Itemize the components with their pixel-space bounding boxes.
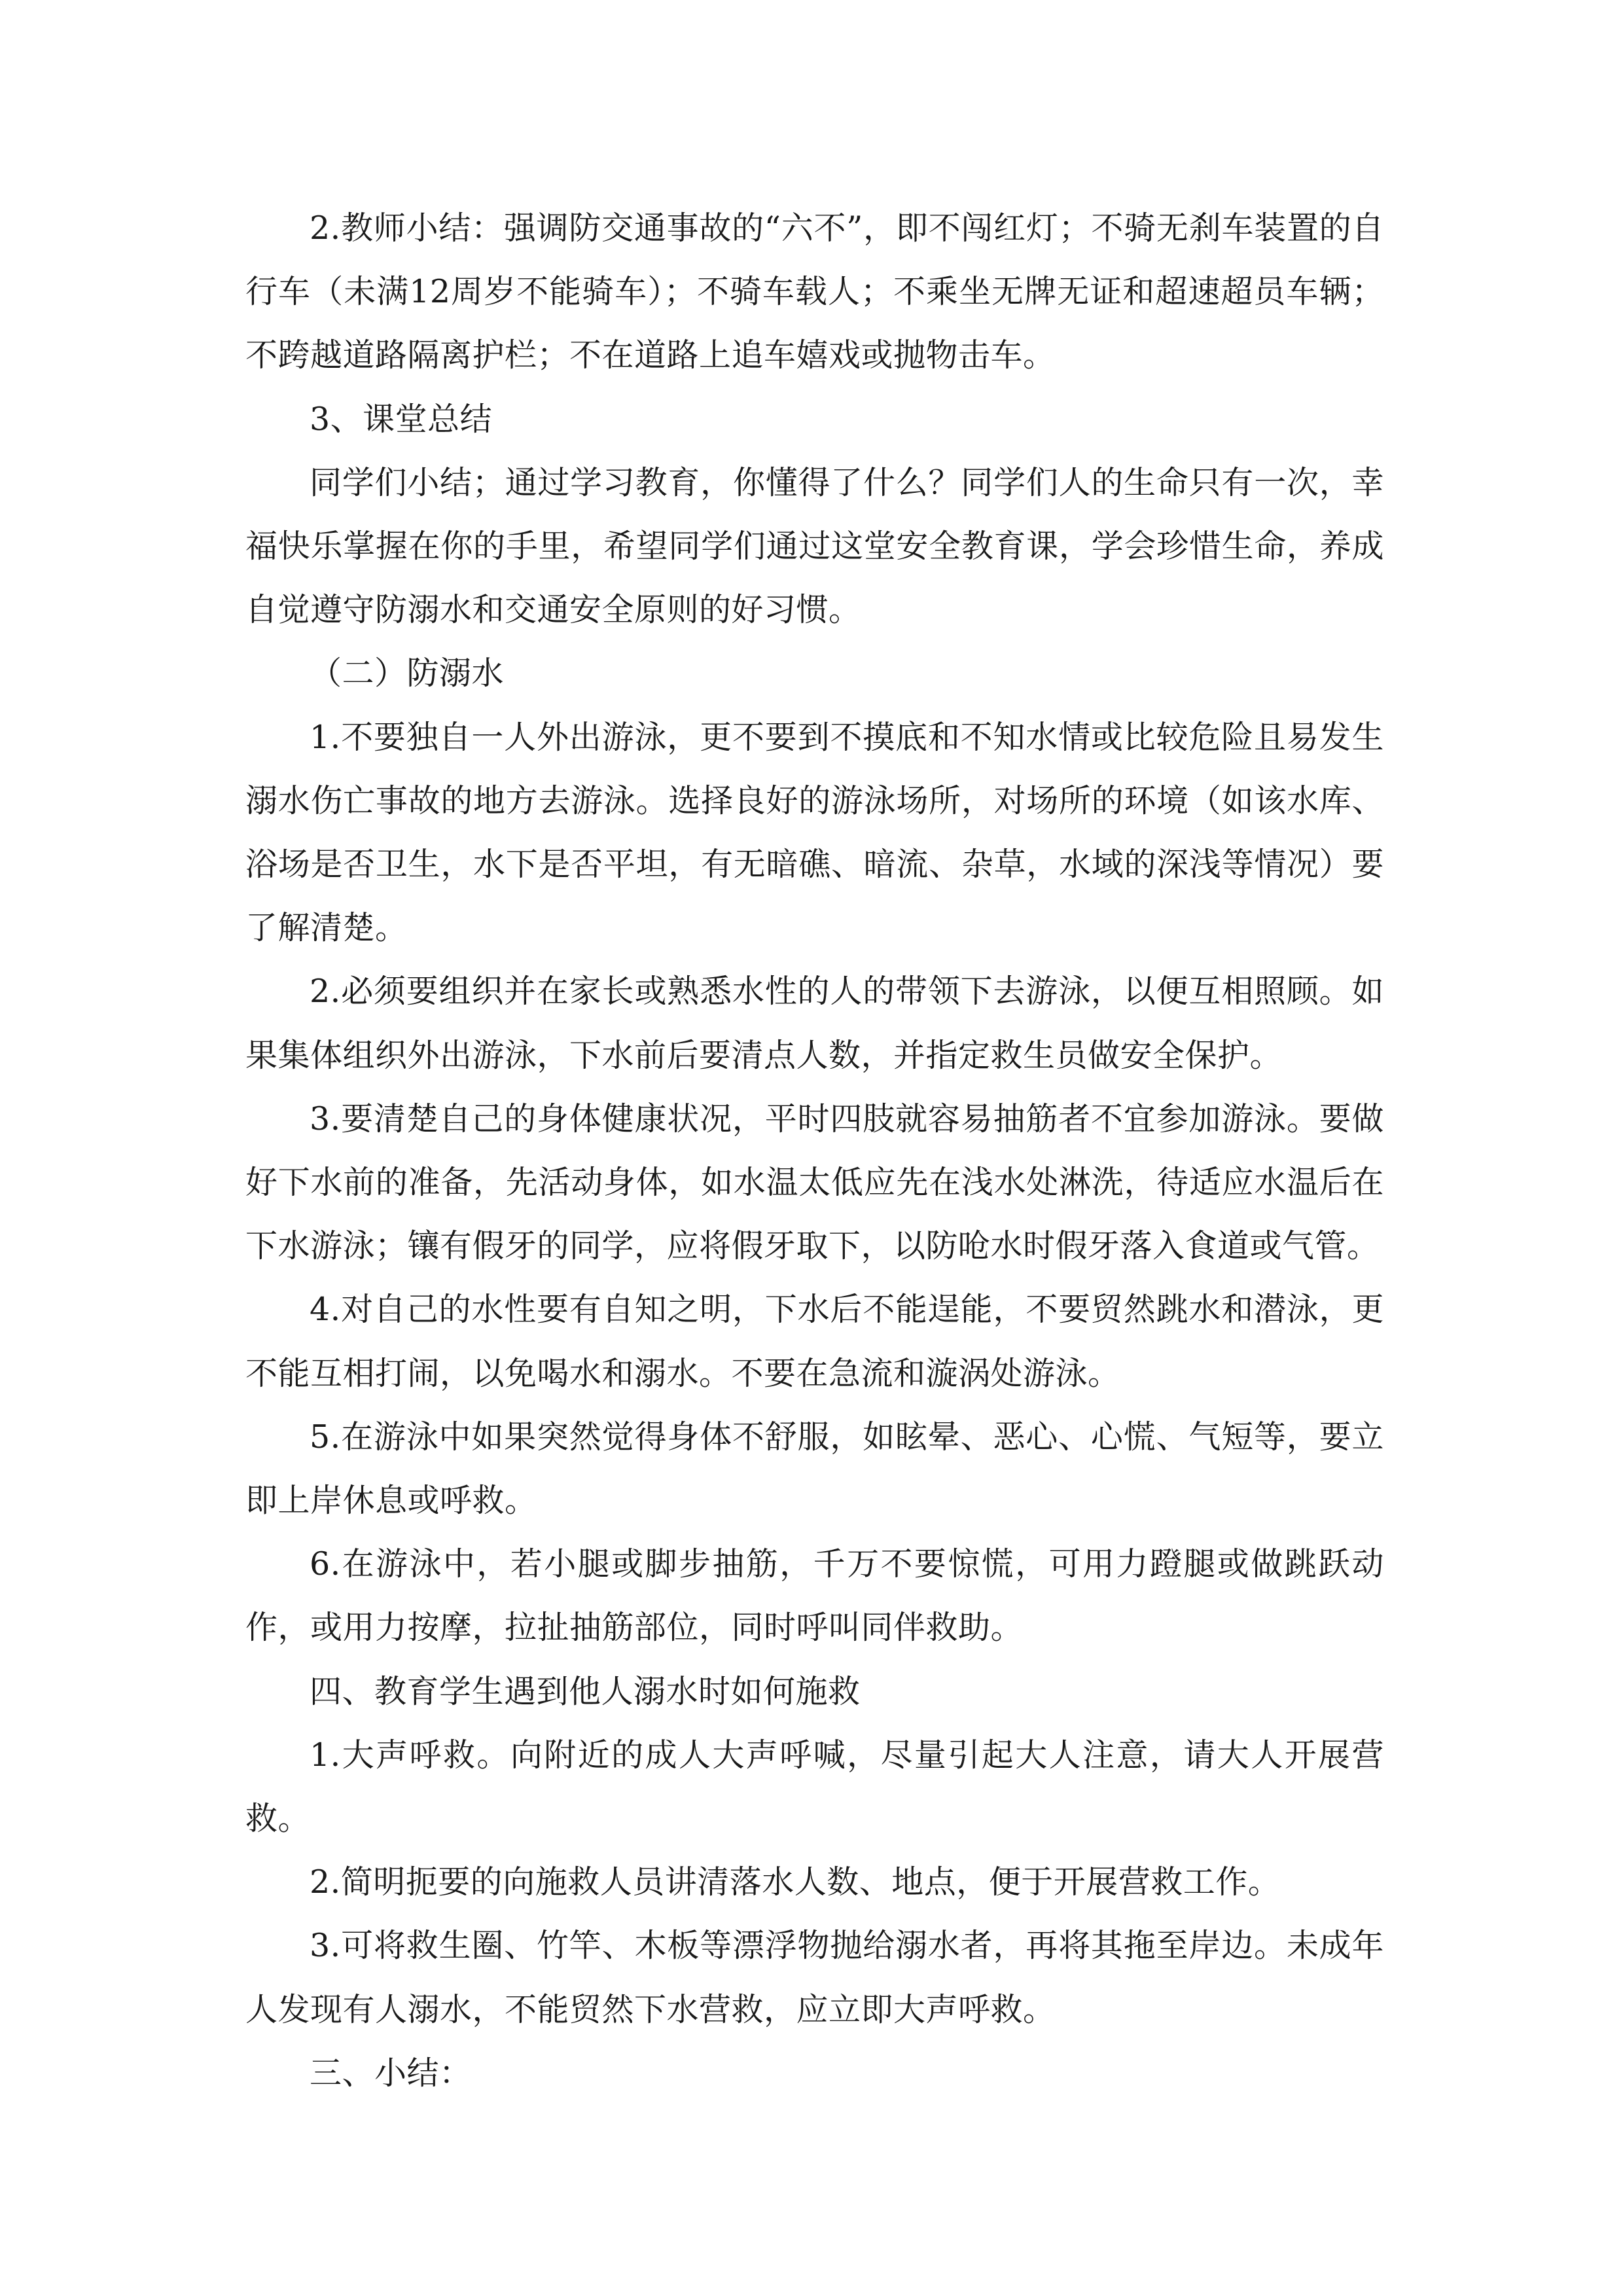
paragraph-teacher-summary: 2.教师小结：强调防交通事故的“六不”，即不闯红灯；不骑无刹车装置的自行车（未满12周岁不能骑车）；不骑车载人；不乘坐无牌无证和超速超员车辆；不跨越道路隔离护栏；不在道路上追车嬉戏或抛物击车。 bbox=[245, 209, 1384, 374]
heading-class-summary: 3、课堂总结 bbox=[310, 400, 493, 438]
document-body bbox=[245, 196, 1384, 2105]
paragraph-rule-6: 6.在游泳中，若小腿或脚步抽筋，千万不要惊慌，可用力蹬腿或做跳跃动作，或用力按摩，拉扯抽筋部位，同时呼叫同伴救助。 bbox=[245, 1545, 1384, 1647]
paragraph-rule-2: 2.必须要组织并在家长或熟悉水性的人的带领下去游泳，以便互相照顾。如果集体组织外出游泳，下水前后要清点人数，并指定救生员做安全保护。 bbox=[245, 973, 1384, 1074]
heading-conclusion: 三、小结： bbox=[310, 2054, 472, 2092]
paragraph-rescue-1: 1.大声呼救。向附近的成人大声呼喊，尽量引起大人注意，请大人开展营救。 bbox=[245, 1736, 1384, 1838]
paragraph-rule-1: 1.不要独自一人外出游泳，更不要到不摸底和不知水情或比较危险且易发生溺水伤亡事故的地方去游泳。选择良好的游泳场所，对场所的环境（如该水库、浴场是否卫生，水下是否平坦，有无暗礁、暗流、杂草，水域的深浅等情况）要了解清楚。 bbox=[245, 718, 1384, 947]
paragraph-rescue-3: 3.可将救生圈、竹竿、木板等漂浮物抛给溺水者，再将其拖至岸边。未成年人发现有人溺水，不能贸然下水营救，应立即大声呼救。 bbox=[245, 1927, 1384, 2028]
heading-drowning-prevention: （二）防溺水 bbox=[310, 655, 505, 692]
paragraph-rescue-2: 2.简明扼要的向施救人员讲清落水人数、地点，便于开展营救工作。 bbox=[310, 1863, 1281, 1901]
paragraph-rule-3: 3.要清楚自己的身体健康状况，平时四肢就容易抽筋者不宜参加游泳。要做好下水前的准备，先活动身体，如水温太低应先在浅水处淋洗，待适应水温后在下水游泳；镶有假牙的同学，应将假牙取下，以防呛水时假牙落入食道或气管。 bbox=[245, 1100, 1384, 1265]
paragraph-rule-4: 4.对自己的水性要有自知之明，下水后不能逞能，不要贸然跳水和潜泳，更不能互相打闹，以免喝水和溺水。不要在急流和漩涡处游泳。 bbox=[245, 1291, 1384, 1392]
paragraph-student-summary: 同学们小结；通过学习教育，你懂得了什么？同学们人的生命只有一次，幸福快乐掌握在你的手里，希望同学们通过这堂安全教育课，学会珍惜生命，养成自觉遵守防溺水和交通安全原则的好习惯。 bbox=[245, 463, 1384, 629]
heading-rescue: 四、教育学生遇到他人溺水时如何施救 bbox=[310, 1672, 861, 1710]
paragraph-rule-5: 5.在游泳中如果突然觉得身体不舒服，如眩晕、恶心、心慌、气短等，要立即上岸休息或呼救。 bbox=[245, 1418, 1384, 1520]
